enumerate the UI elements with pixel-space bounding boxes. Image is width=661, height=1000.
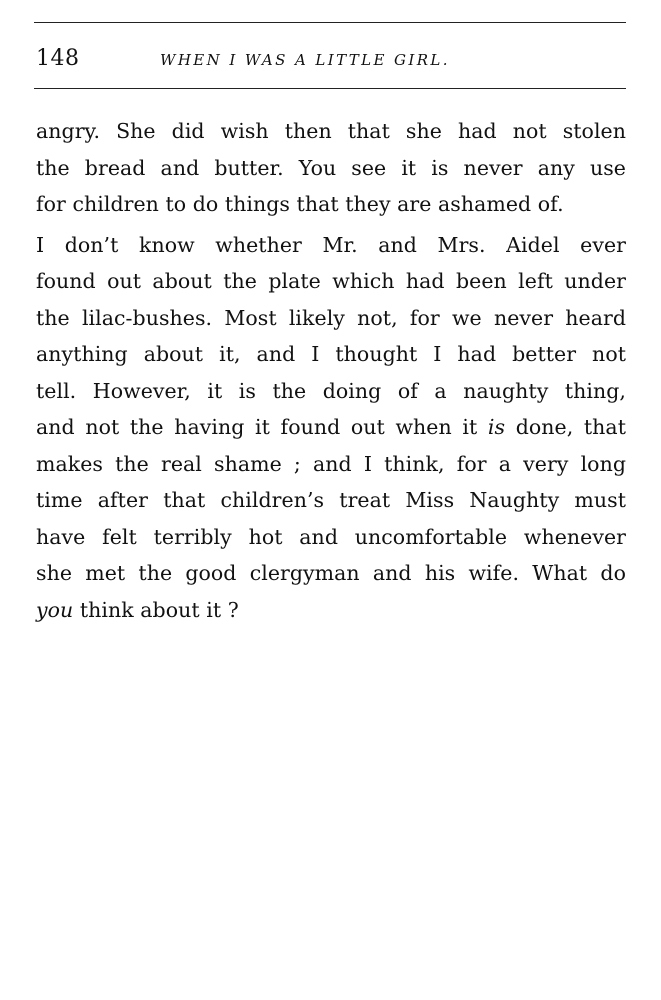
- header-rule-top: [34, 22, 626, 23]
- text-line: found out about the plate which had been left under: [36, 269, 626, 293]
- text-line: the bread and butter. You see it is never any use: [36, 155, 626, 180]
- text-line: and not the having it found out when it is done, that: [36, 415, 626, 439]
- page-body: [36, 113, 626, 628]
- text-line: you think about it ?: [36, 597, 239, 622]
- text-line: time after that children’s treat Miss Naughty must: [36, 488, 626, 512]
- text-line: for children to do things that they are ashamed of.: [36, 192, 564, 216]
- running-title: WHEN I WAS A LITTLE GIRL.: [160, 51, 450, 69]
- italic-emphasis: is: [487, 415, 506, 439]
- text-line: tell. However, it is the doing of a naughty thing,: [36, 378, 626, 403]
- header-rule-bottom: [34, 88, 626, 89]
- text-line: the lilac-bushes. Most likely not, for we never heard: [36, 305, 626, 330]
- italic-emphasis: you: [36, 597, 74, 622]
- text-line: have felt terribly hot and uncomfortable whenever: [36, 524, 626, 549]
- text-line: I don’t know whether Mr. and Mrs. Aidel ever: [36, 232, 626, 257]
- text-line: anything about it, and I thought I had better not: [36, 342, 626, 366]
- text-line: angry. She did wish then that she had not stolen: [36, 119, 626, 143]
- text-line: makes the real shame ; and I think, for a very long: [36, 451, 626, 476]
- page-number: 148: [36, 46, 80, 71]
- text-line: she met the good clergyman and his wife. What do: [36, 561, 626, 585]
